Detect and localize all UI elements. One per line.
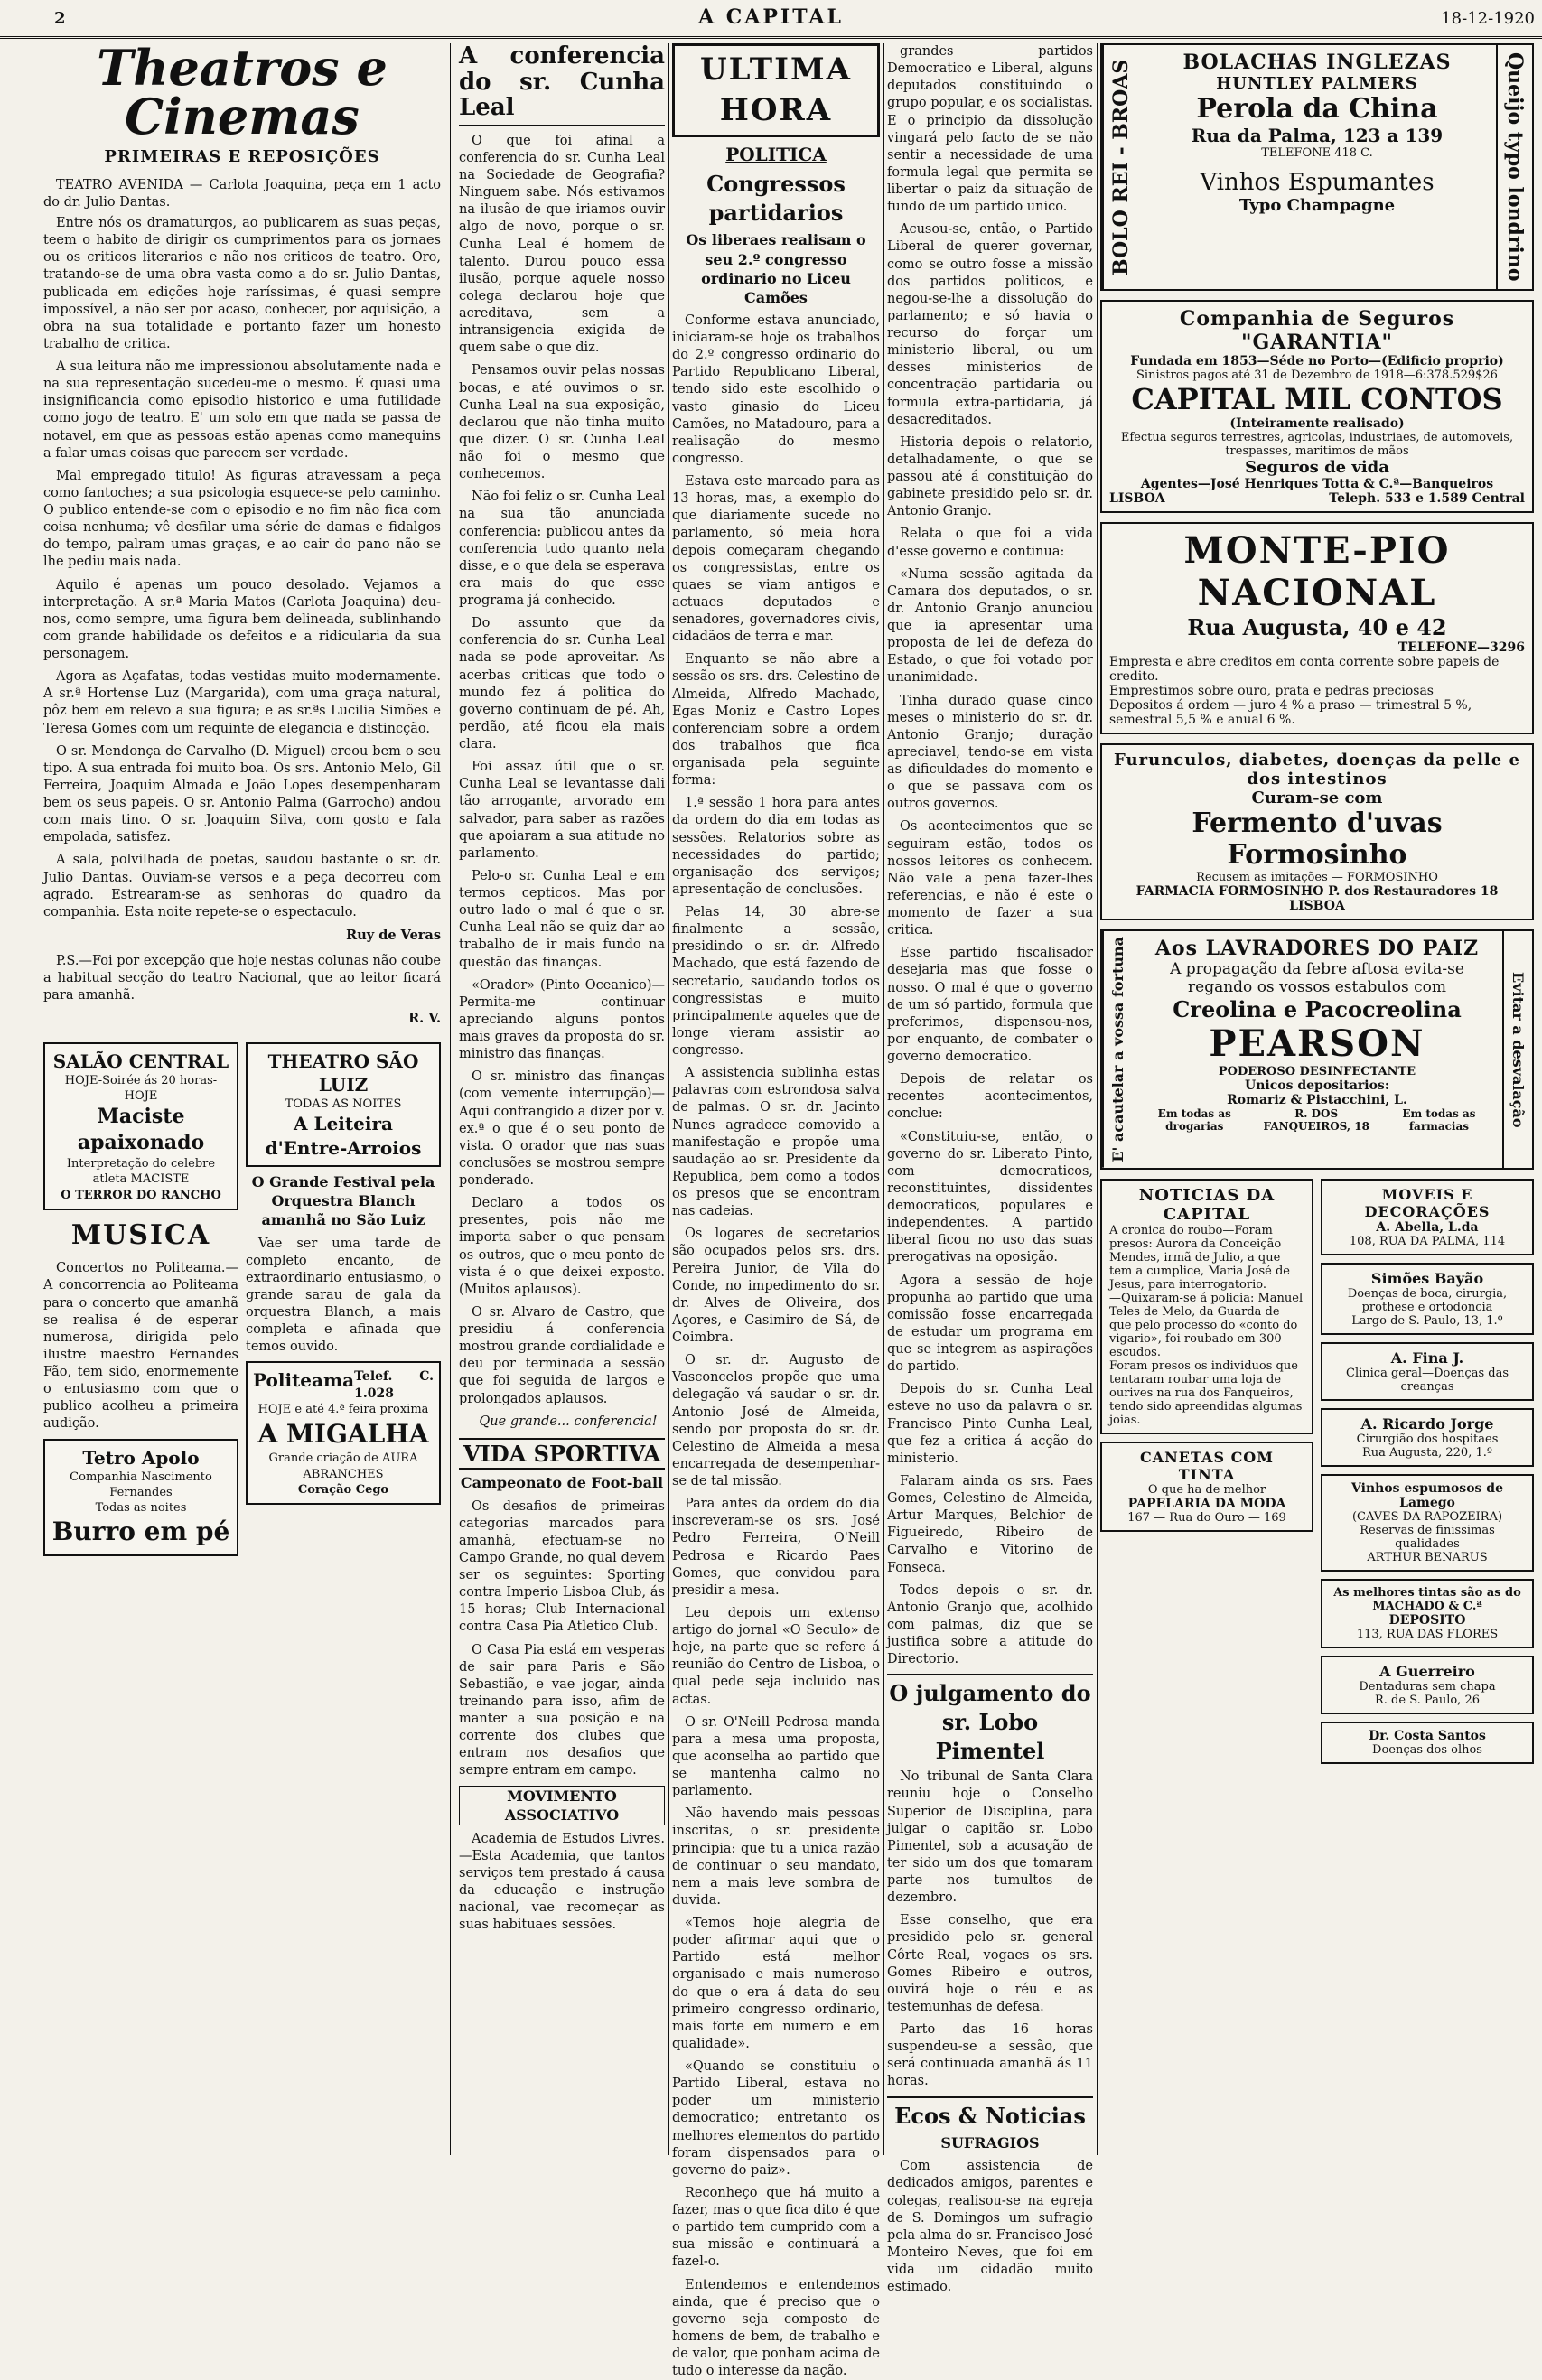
lamego-ad bbox=[1321, 1474, 1534, 1572]
conference-paragraph: Declaro a todos os presentes, pois não me importa saber o que pensam os outros, que o meu ponto de vista é o que deixei exposto. (Muitos aplausos). bbox=[459, 1196, 665, 1297]
congress-paragraph: A assistencia sublinha estas palavras com estrondosa salva de palmas. O sr. dr. Jacinto Nunes agradece comovido a manifestação e propõe uma saudação ao sr. Presidente da Republica, bem como a todos os presos que se encontram nas cadeias. bbox=[672, 1066, 880, 1219]
conference-column bbox=[459, 43, 665, 2155]
congress-paragraph: Falaram ainda os srs. Paes Gomes, Celestino de Almeida, Artur Marques, Belchior de Figueiredo, Ribeiro de Carvalho e Vitorino de Fonseca. bbox=[887, 1473, 1093, 1575]
simoes-sub: Doenças de boca, cirurgia, prothese e ortodoncia bbox=[1347, 1286, 1508, 1314]
theatre-column bbox=[43, 39, 441, 2155]
costa-sub: Doenças dos olhos bbox=[1372, 1742, 1482, 1757]
conference-paragraph: Não foi feliz o sr. Cunha Leal na sua tão anunciada conferencia: publicou antes da conferencia tudo quanto nela disse, e o que dela se esperava era mais do que esse programa já conhecido. bbox=[459, 490, 665, 609]
garantia-capital: CAPITAL MIL CONTOS bbox=[1131, 382, 1503, 416]
fermento-city: LISBOA bbox=[1289, 899, 1345, 913]
review-paragraph: Aquilo é apenas um pouco desolado. Vejamos a interpretação. A sr.ª Maria Matos (Carlota Joaquina) deu-nos, como sempre, uma figura bem delineada, sublinhando com grande habilidade os defeitos e a ridicularia da sua personagem. bbox=[43, 577, 441, 661]
pearson-title: Aos LAVRADORES DO PAIZ bbox=[1154, 937, 1480, 960]
politeama-ad bbox=[246, 1361, 441, 1505]
congress-paragraph: Relata o que foi a vida d'esse governo e continua: bbox=[887, 527, 1093, 559]
ricardo-address: Rua Augusta, 220, 1.º bbox=[1361, 1445, 1492, 1460]
bolachas-line2: HUNTLEY PALMERS bbox=[1216, 74, 1418, 93]
politeama-title: Politeama bbox=[253, 1369, 355, 1392]
advertisement-column bbox=[1100, 43, 1534, 2155]
guerreiro-address: R. de S. Paulo, 26 bbox=[1375, 1693, 1480, 1707]
congress-paragraph: grandes partidos Democratico e Liberal, alguns deputados constituindo o grupo popular, e os socialistas. E o principio da dissolução vingará pelo facto de se não sentir a necessidade de uma formula legal que permita se libertar o paiz da situação de fundo de um partido unico. bbox=[887, 44, 1093, 215]
congress-paragraph: Acusou-se, então, o Partido Liberal de querer governar, como se outro fosse a missão dos partidos politicos, e negou-se-lhe a dissolução do parlamento; e só havia o recurso do forçar um ministerio liberal, ou um desses ministerios de concentração partidaria ou formula extra-partidaria, já desacreditados. bbox=[887, 222, 1093, 427]
costa-ad bbox=[1321, 1722, 1534, 1764]
bolachas-ad bbox=[1100, 43, 1534, 291]
apolo-subtitle: Companhia Nascimento Fernandes bbox=[70, 1470, 212, 1500]
noticias-box bbox=[1100, 1179, 1313, 1434]
pearson-desc: PODEROSO DESINFECTANTE bbox=[1218, 1065, 1416, 1078]
congress-paragraph: O sr. dr. Augusto de Vasconcelos propõe que uma delegação vá saudar o sr. dr. Antonio José de Almeida, sendo por proposta do sr. dr. Celestino de Almeida a mesa encarregada de desempenhar-se de tal missão. bbox=[672, 1353, 880, 1489]
congress-paragraph: Esse partido fiscalisador desejaria mas que fosse o nosso. O mal é que o governo de um só partido, formula que preferimos, dispensou-nos, por enquanto, de combater o governo democratico. bbox=[887, 946, 1093, 1064]
congress-paragraph: Os logares de secretarios são ocupados pelos srs. drs. Pereira Junior, de Vila do Conde, no impedimento do sr. dr. Alves de Oliveira, dos Açores, e Casimiro de Sá, de Coimbra. bbox=[672, 1227, 880, 1346]
sport-section-title: VIDA SPORTIVA bbox=[459, 1438, 665, 1470]
congress-paragraph: Depois de relatar os recentes acontecimentos, conclue: bbox=[887, 1072, 1093, 1122]
lamego-agent: ARTHUR BENARUS bbox=[1367, 1550, 1488, 1564]
news-section-title: Ecos & Noticias bbox=[887, 2096, 1093, 2131]
sao-luiz-show: A Leiteira d'Entre-Arroios bbox=[265, 1113, 422, 1159]
montepio-text: Depositos á ordem — juro 4 % a praso — trimestral 5 %, semestral 5,5 % e anual 6 %. bbox=[1109, 698, 1472, 727]
bolachas-line1: BOLACHAS INGLEZAS bbox=[1182, 51, 1452, 74]
pearson-side-left: E' acautelar a vossa fortuna bbox=[1102, 931, 1132, 1168]
fermento-name: Fermento d'uvas Formosinho bbox=[1192, 807, 1443, 871]
fina-title: A. Fina J. bbox=[1390, 1349, 1464, 1367]
canetas-ad bbox=[1100, 1442, 1313, 1532]
fina-sub: Clinica geral—Doenças das creanças bbox=[1346, 1366, 1509, 1394]
politics-continued-column bbox=[887, 43, 1093, 2295]
conference-headline: A conferencia do sr. Cunha Leal bbox=[459, 43, 665, 126]
congress-paragraph: O sr. O'Neill Pedrosa manda para a mesa uma proposta, que aconselha ao partido que se mantenha calmo no parlamento. bbox=[672, 1714, 880, 1799]
festival-title: O Grande Festival pela Orquestra Blanch amanhã no São Luiz bbox=[251, 1173, 435, 1229]
music-paragraph: Concertos no Politeama.—A concorrencia ao Politeama para o concerto que amanhã se realisa é de esperar numerosa, dirigida pelo ilustre maestro Fernandes Fão, tem sido, enormemente o entusiasmo com que o publico acolheu a primeira audição. bbox=[43, 1261, 238, 1432]
politeama-subtitle: HOJE e até 4.ª feira proxima bbox=[257, 1403, 429, 1417]
ricardo-ad bbox=[1321, 1408, 1534, 1467]
garantia-realised: (Inteiramente realisado) bbox=[1229, 416, 1405, 431]
sao-luiz-title: THEATRO SÃO LUIZ bbox=[267, 1050, 419, 1096]
simoes-address: Largo de S. Paulo, 13, 1.º bbox=[1351, 1313, 1503, 1328]
trial-paragraph: Esse conselho, que era presidido pelo sr. general Côrte Real, vogaes os srs. Gomes Ribeiro e outros, ouvirá hoje o réu e as testemunhas de defesa. bbox=[887, 1913, 1093, 2014]
salao-central-title: SALÃO CENTRAL bbox=[52, 1050, 229, 1072]
column-rule bbox=[668, 43, 669, 2155]
congress-paragraph: Historia depois o relatorio, detalhadamente, o que se passou até á constituição do gabinete presidido pelo sr. dr. Antonio Granjo. bbox=[887, 434, 1093, 519]
congress-paragraph: Para antes da ordem do dia inscreveram-se os srs. José Pedro Ferreira, O'Neill Pedrosa e Ricardo Paes Gomes, que convidou para presidir a mesa. bbox=[672, 1497, 880, 1598]
politics-column bbox=[672, 43, 880, 2379]
apolo-title: Tetro Apolo bbox=[82, 1446, 200, 1469]
conference-paragraph: O sr. Alvaro de Castro, que presidiu á conferencia mostrou grande cordialidade e deu por terminada a sessão que foi seguida de largos e prolongados aplausos. bbox=[459, 1304, 665, 1406]
music-section-title: MUSICA bbox=[70, 1218, 211, 1251]
conference-paragraph: Pelo-o sr. Cunha Leal e em termos cepticos. Mas por outro lado o mal é que o sr. Cunha Leal não se quiz dar ao trabalho de ir mais fundo na questão das finanças. bbox=[459, 868, 665, 970]
conference-paragraph: O sr. ministro das finanças (com vemente interrupção)—Aqui confrangido a dizer por v. ex.ª o que é o seu ponto de vista. O orador que nas suas conclusões se mostrou sempre ponderado. bbox=[459, 1069, 665, 1189]
pearson-name: PEARSON bbox=[1209, 1022, 1425, 1065]
simoes-ad bbox=[1321, 1263, 1534, 1335]
congress-paragraph: 1.ª sessão 1 hora para antes da ordem do dia em todas as sessões. Relatorios sobre as necessidades do partido; organisação dos serviços; apresentação de conclusões. bbox=[672, 796, 880, 897]
guerreiro-sub: Dentaduras sem chapa bbox=[1359, 1679, 1496, 1694]
bolachas-wine-sub: Typo Champagne bbox=[1238, 196, 1396, 215]
congress-paragraph: Leu depois um extenso artigo do jornal «O Seculo» de hoje, na parte que se refere á reunião do Centro de Lisboa, o qual pede seja incluido nas actas. bbox=[672, 1605, 880, 1707]
politeama-cast: Grande criação de AURA ABRANCHES bbox=[268, 1451, 418, 1481]
simoes-title: Simões Bayão bbox=[1370, 1269, 1484, 1287]
politeama-phone: Telef. C. 1.028 bbox=[354, 1369, 434, 1401]
moveis-title: MOVEIS E DECORAÇÕES bbox=[1364, 1185, 1491, 1220]
pearson-ad bbox=[1100, 929, 1534, 1170]
salao-central-subtitle: HOJE-Soirée ás 20 horas-HOJE bbox=[64, 1073, 218, 1104]
column-rule bbox=[450, 43, 451, 2155]
montepio-ad bbox=[1100, 522, 1534, 734]
conference-paragraph: Do assunto que da conferencia do sr. Cunha Leal nada se pode aproveitar. As acerbas criticas que todo o mundo fez á politica do governo continuam de pé. Ah, perdão, até ficou ela mais clara. bbox=[459, 616, 665, 752]
costa-title: Dr. Costa Santos bbox=[1369, 1728, 1486, 1743]
fermento-line1: Furunculos, diabetes, doenças da pelle e dos intestinos bbox=[1114, 751, 1520, 789]
noticias-paragraph: Foram presos os individuos que tentaram roubar uma loja de ourives na rua dos Fanqueiros, tendo sido apreendidas algumas joias. bbox=[1109, 1358, 1303, 1427]
review-paragraph: Entre nós os dramaturgos, ao publicarem as suas peças, teem o habito de dirigir os cumprimentos para os jornaes ou os criticos literarios e não nos criticos de teatro. Oro, tratando-se de uma obra vasta como a do sr. Julio Dantas, publicada em edições hoje raríssimas, é quasi sempre impossível, a não ser por acaso, conhecer, por aquisição, a obra na sua totalidade e portanto fazer um honesto trabalho de critica. bbox=[43, 216, 441, 351]
moveis-ad bbox=[1321, 1179, 1534, 1255]
garantia-cover: Efectua seguros terrestres, agricolas, industriaes, de automoveis, trespasses, maritimos de mãos bbox=[1120, 431, 1514, 458]
pearson-side-right: Evitar a desvalação bbox=[1502, 931, 1532, 1168]
news-paragraph: Com assistencia de dedicados amigos, parentes e colegas, realisou-se na egreja de S. Domingos um sufragio pela alma do sr. Francisco José Monteiro Neves, que foi em vida um cidadão muito estimado. bbox=[887, 2159, 1093, 2295]
review-postscript: P.S.—Foi por excepção que hoje nestas colunas não coube a habitual secção do teatro Nacional, que ao leitor ficará para amanhã. bbox=[43, 954, 441, 1003]
conference-ending: Que grande... conferencia! bbox=[479, 1414, 658, 1429]
fermento-pharmacy: FARMACIA FORMOSINHO P. dos Restauradores 18 bbox=[1135, 884, 1499, 899]
theatre-section-subtitle: PRIMEIRAS E REPOSIÇÕES bbox=[104, 147, 380, 166]
noticias-paragraph: A cronica do roubo—Foram presos: Aurora da Conceição Mendes, irmã de Julio, a que tem a cumplice, Maria José de Jesus, para interrogatorio. bbox=[1109, 1223, 1290, 1292]
page-number: 2 bbox=[54, 9, 66, 28]
review-paragraph: O sr. Mendonça de Carvalho (D. Miguel) creou bem o seu tipo. A sua entrada foi muito boa. Os srs. Antonio Melo, Gil Ferreira, Joaquim Almada e João Lopes desempenharam bem os seus papeis. O sr. Antonio Palma (Garrocho) andou com mais tino. O sr. Joaquim Silva, com gosto e fala empolada, satisfez. bbox=[43, 743, 441, 845]
garantia-city: LISBOA bbox=[1109, 491, 1165, 506]
montepio-phone: TELEFONE—3296 bbox=[1397, 640, 1525, 655]
ricardo-sub: Cirurgião dos hospitaes bbox=[1356, 1432, 1499, 1446]
noticias-title: NOTICIAS DA CAPITAL bbox=[1138, 1185, 1276, 1224]
conference-paragraph: Pensamos ouvir pelas nossas bocas, e até ouvimos o sr. Cunha Leal na sua exposição, declarou que não tinha muito que dizer. O sr. Cunha Leal não foi o mesmo que conhecemos. bbox=[459, 363, 665, 482]
congress-paragraph: Reconheço que há muito a fazer, mas o que fica dito é que o partido tem cumprido com a sua missão e continuará a fazel-o. bbox=[672, 2185, 880, 2270]
noticias-paragraph: —Quixaram-se á policia: Manuel Teles de Melo, da Guarda de que pelo processo do «conto do vigario», foi roubado em 300 escudos. bbox=[1109, 1291, 1304, 1359]
sport-subtitle: Campeonato de Foot-ball bbox=[460, 1474, 664, 1492]
ricardo-title: A. Ricardo Jorge bbox=[1360, 1414, 1494, 1433]
apolo-note: Todas as noites bbox=[95, 1501, 187, 1516]
issue-date: 18-12-1920 bbox=[1441, 9, 1535, 28]
congress-paragraph: Tinha durado quase cinco meses o ministerio do sr. dr. Antonio Granjo; duração apreciavel, tendo-se em vista as dificuldades do momento e o que se passava com os outros governos. bbox=[887, 693, 1093, 812]
pearson-line1: A propagação da febre aftosa evita-se regando os vossos estabulos com bbox=[1170, 960, 1464, 996]
salao-central-note: Interpretação do celebre atleta MACISTE bbox=[66, 1157, 216, 1187]
congress-paragraph: Todos depois o sr. dr. Antonio Granjo que, acolhido com palmas, diz que se justifica sobre a atitude do Directorio. bbox=[887, 1582, 1093, 1667]
congress-paragraph: Estava este marcado para as 13 horas, mas, a exemplo do que diariamente sucede no parlamento, só meia hora depois começaram chegando os congressistas, entre os quaes se viam antigos e actuaes deputados e senadores, governadores civis, cidadãos de terra e mar. bbox=[672, 474, 880, 645]
small-ads-grid bbox=[1100, 1179, 1534, 1771]
moveis-name: A. Abella, L.da bbox=[1376, 1219, 1479, 1235]
montepio-text: Emprestimos sobre ouro, prata e pedras preciosas bbox=[1109, 684, 1434, 698]
fermento-line2: Curam-se com bbox=[1251, 789, 1383, 807]
garantia-agents: Agentes—José Henriques Totta & C.ª—Banqueiros bbox=[1140, 477, 1494, 491]
garantia-life: Seguros de vida bbox=[1245, 458, 1389, 477]
pearson-deposit: Unicos depositarios: bbox=[1245, 1078, 1389, 1093]
machado-address: 113, RUA DAS FLORES bbox=[1356, 1627, 1499, 1641]
congress-paragraph: Agora a sessão de hoje propunha ao partido que uma comissão fosse encarregada de estudar um programa em que se integrem as aspirações do partido. bbox=[887, 1273, 1093, 1375]
trial-paragraph: Parto das 16 horas suspendeu-se a sessão, que será continuada amanhã ás 11 horas. bbox=[887, 2022, 1093, 2089]
congress-subhead: Os liberaes realisam o seu 2.º congresso ordinario no Liceu Camões bbox=[686, 231, 866, 306]
column-rule bbox=[1097, 43, 1098, 2155]
pearson-products: Creolina e Pacocreolina bbox=[1173, 996, 1462, 1022]
associative-title: MOVIMENTO ASSOCIATIVO bbox=[459, 1786, 665, 1825]
apolo-show: Burro em pé bbox=[51, 1517, 230, 1547]
garantia-title: Companhia de Seguros "GARANTIA" bbox=[1179, 307, 1455, 354]
congress-paragraph: «Numa sessão agitada da Camara dos deputados, o sr. dr. Antonio Granjo anunciou que ia apresentar uma proposta de lei de defeza do Estado, o que foi votado por unanimidade. bbox=[887, 566, 1093, 686]
politeama-show: A MIGALHA bbox=[257, 1418, 429, 1449]
sport-paragraph: O Casa Pia está em vesperas de sair para Paris e São Sebastião, e vae jogar, ainda treinando para isso, afim de manter a sua posição e na corrente dos clubes que entram nos desafios que sempre entram em campo. bbox=[459, 1642, 665, 1778]
canetas-title: CANETAS COM TINTA bbox=[1140, 1448, 1274, 1483]
conference-paragraph: Foi assaz útil que o sr. Cunha Leal se levantasse dali tão arrogante, arvorado em salvador, para saber as razões que apoiaram a sua atitude no parlamento. bbox=[459, 760, 665, 861]
bolachas-phone: TELEFONE 418 C. bbox=[1261, 146, 1373, 160]
review-paragraph: A sua leitura não me impressionou absolutamente nada e na sua representação sucedeu-me o mesmo. É quasi uma insignificancia como episodio historico e uma futilidade como jogo de teatro. E' um solo em que nada se passa de notavel, em que as pessoas estão apenas como manequins a falar umas coisas que parecem ser verdade. bbox=[43, 359, 441, 461]
trial-paragraph: No tribunal de Santa Clara reuniu hoje o Conselho Superior de Disciplina, para julgar o capitão sr. Lobo Pimentel, sob a acusação de ter sido um dos que tomaram parte nos tumultos de dezembro. bbox=[887, 1769, 1093, 1906]
trial-headline: O julgamento do sr. Lobo Pimentel bbox=[887, 1674, 1093, 1765]
congress-paragraph: Pelas 14, 30 abre-se finalmente a sessão, presidindo o sr. dr. Alfredo Machado, que está fazendo de secretario, saudando todos os congressistas e muito principalmente aqueles que de longe vieram assistir ao congresso. bbox=[672, 905, 880, 1059]
associative-paragraph: Academia de Estudos Livres.—Esta Academia, que tantos serviços tem prestado á causa da educação e instrução nacional, vae recomeçar as suas habituaes sessões. bbox=[459, 1831, 665, 1933]
guerreiro-ad bbox=[1321, 1656, 1534, 1714]
salao-central-extra: O TERROR DO RANCHO bbox=[61, 1188, 221, 1202]
review-paragraph: Agora as Açafatas, todas vestidas muito modernamente. A sr.ª Hortense Luz (Margarida), com uma graça natural, pôz bem em relevo a sua figura; e as sr.ªs Lucilia Simões e Teresa Gomes com um requinte de elegancia e distincção. bbox=[43, 669, 441, 736]
montepio-address: Rua Augusta, 40 e 42 bbox=[1187, 614, 1447, 640]
review-lead: TEATRO AVENIDA — Carlota Joaquina, peça em 1 acto do dr. Julio Dantas. bbox=[43, 177, 441, 210]
fermento-small: Recusem as imitações — FORMOSINHO bbox=[1196, 871, 1438, 884]
garantia-paid: Sinistros pagos até 31 de Dezembro de 1918—6:378.529$26 bbox=[1136, 369, 1498, 382]
montepio-text: Empresta e abre creditos em conta corrente sobre papeis de credito. bbox=[1109, 655, 1500, 684]
conference-paragraph: O que foi afinal a conferencia do sr. Cunha Leal na Sociedade de Geografia? Ninguem sabe. Nós estivamos na ilusão de que iriamos ouvir algo de novo, porque o sr. Cunha Leal é homem de talento. Durou pouco essa ilusão, porque aquele nosso colega declarou hoje que acreditava, sem a intransigencia exigida de quem sabe o que diz. bbox=[459, 133, 665, 356]
page-header bbox=[0, 0, 1542, 39]
garantia-founded: Fundada em 1853—Séde no Porto—(Edificio proprio) bbox=[1130, 354, 1504, 369]
fermento-ad bbox=[1100, 743, 1534, 920]
congress-paragraph: «Constituiu-se, então, o governo do sr. Liberato Pinto, com democraticos, reconstituintes, dissidentes democraticos, populares e independentes. A partido liberal ficou no uso das suas prerogativas na oposição. bbox=[887, 1129, 1093, 1265]
theatre-ads bbox=[43, 1037, 441, 1563]
congress-paragraph: «Quando se constituiu o Partido Liberal, estava no poder um ministerio democratico; entretanto os melhores elementos do partido foram dispensados para o governo do paiz». bbox=[672, 2059, 880, 2178]
congress-paragraph: Os acontecimentos que se seguiram estão, todos os nossos leitores os conhecem. Não vale a pena fazer-lhes referencias, e não é este o momento de fazer a sua critica. bbox=[887, 819, 1093, 938]
salao-central-ad bbox=[43, 1042, 238, 1210]
pearson-address: R. DOS FANQUEIROS, 18 bbox=[1263, 1107, 1369, 1133]
canetas-address: 167 — Rua do Ouro — 169 bbox=[1127, 1510, 1286, 1525]
bolachas-shop-name: Perola da China bbox=[1196, 93, 1438, 125]
bolachas-address: Rua da Palma, 123 a 139 bbox=[1191, 125, 1444, 146]
news-section-subtitle: SUFRAGIOS bbox=[940, 2134, 1040, 2152]
ultima-hora-banner: ULTIMA HORA bbox=[672, 43, 880, 137]
garantia-phone: Teleph. 533 e 1.589 Central bbox=[1329, 491, 1525, 506]
bolachas-side-right: Queijo typo londrino bbox=[1496, 45, 1532, 289]
theatre-section-title: Theatros e Cinemas bbox=[97, 39, 388, 145]
lamego-title: Vinhos espumosos de Lamego bbox=[1351, 1480, 1503, 1510]
congress-paragraph: Entendemos e entendemos ainda, que é preciso que o governo seja composto de homens de bem, de trabalho e de valor, que ponham acima de tudo o interesse da nação. bbox=[672, 2277, 880, 2379]
congress-paragraph: Não havendo mais pessoas inscritas, o sr. presidente principia: que tu a unica razão de continuar o seu mandato, nem a mais leve sombra de duvida. bbox=[672, 1806, 880, 1908]
canetas-shop: PAPELARIA DA MODA bbox=[1127, 1496, 1286, 1511]
fina-ad bbox=[1321, 1342, 1534, 1401]
review-signature: Ruy de Veras bbox=[346, 927, 441, 943]
machado-ad bbox=[1321, 1579, 1534, 1648]
salao-central-film: Maciste apaixonado bbox=[77, 1105, 205, 1155]
garantia-ad bbox=[1100, 300, 1534, 513]
pearson-left-badge: Em todas as drogarias bbox=[1157, 1107, 1231, 1133]
lamego-note: Reservas de finissimas qualidades bbox=[1360, 1523, 1495, 1551]
review-paragraph: Mal empregado titulo! As figuras atravessam a peça como fantoches; a sua psicologia esquece-se pelo caminho. O publico entende-se com o episodio e no fim não fica com coisa nenhuma; vê desfilar uma série de damas e fidalgos do tempo, palram umas graças, e ao cair do pano não se lhe pediu mais nada. bbox=[43, 468, 441, 570]
canetas-sub: O que ha de melhor bbox=[1147, 1482, 1266, 1497]
machado-deposit: DEPOSITO bbox=[1388, 1612, 1466, 1628]
bolachas-wine: Vinhos Espumantes bbox=[1200, 169, 1435, 196]
bolachas-side-left: BOLO REI - BROAS bbox=[1102, 45, 1138, 289]
congress-paragraph: Enquanto se não abre a sessão os srs. drs. Celestino de Almeida, Alfredo Machado, Egas Moniz e Castro Lopes conferenciam sobre a ordem dos trabalhos que fica organisada pela seguinte forma: bbox=[672, 652, 880, 789]
apolo-ad bbox=[43, 1439, 238, 1557]
sao-luiz-ad bbox=[246, 1042, 441, 1168]
festival-paragraph: Vae ser uma tarde de completo encanto, de extraordinario entusiasmo, o grande sarau de gala da orquestra Blanch, a mais completa e afinada que temos ouvido. bbox=[246, 1236, 441, 1355]
pearson-right-badge: Em todas as farmacias bbox=[1402, 1107, 1476, 1133]
review-paragraph: A sala, polvilhada de poetas, saudou bastante o sr. dr. Julio Dantas. Ouviam-se versos e a peça decorreu com agrado. Estrearam-se as senhoras do quadro da companhia. Esta noite repete-se o espectaculo. bbox=[43, 853, 441, 919]
column-rule bbox=[883, 43, 884, 2155]
masthead: A CAPITAL bbox=[698, 5, 844, 29]
montepio-title: MONTE-PIO NACIONAL bbox=[1183, 529, 1451, 614]
congress-paragraph: «Temos hoje alegria de poder afirmar aqui que o Partido está melhor organisado e mais numeroso do que o era á data do seu primeiro congresso ordinario, mais forte em numero e em qualidade». bbox=[672, 1916, 880, 2051]
conference-paragraph: «Orador» (Pinto Oceanico)—Permita-me continuar apreciando alguns pontos mais graves da proposta do sr. ministro das finanças. bbox=[459, 977, 665, 1062]
pearson-company: Romariz & Pistacchini, L. bbox=[1227, 1093, 1407, 1107]
guerreiro-title: A Guerreiro bbox=[1379, 1662, 1475, 1680]
politics-section: POLITICA bbox=[725, 143, 827, 165]
lamego-sub: (CAVES DA RAPOZEIRA) bbox=[1351, 1509, 1503, 1524]
congress-headline: Congressos partidarios bbox=[706, 171, 846, 226]
politeama-next: Coração Cego bbox=[297, 1482, 389, 1497]
sao-luiz-subtitle: TODAS AS NOITES bbox=[285, 1097, 402, 1112]
postscript-signature: R. V. bbox=[408, 1011, 441, 1027]
machado-title: As melhores tintas são as do MACHADO & C.ª bbox=[1333, 1585, 1521, 1613]
congress-paragraph: Depois do sr. Cunha Leal esteve no uso da palavra o sr. Francisco Pinto Cunha Leal, que fez a critica á acção do ministerio. bbox=[887, 1382, 1093, 1466]
congress-paragraph: Conforme estava anunciado, iniciaram-se hoje os trabalhos do 2.º congresso ordinario do Partido Republicano Liberal, tendo sido este escolhido o vasto ginasio do Liceu Camões, no Matadouro, para a realisação do mesmo congresso. bbox=[672, 313, 880, 466]
sport-paragraph: Os desafios de primeiras categorias marcados para amanhã, efectuam-se no Campo Grande, no qual devem ser os seguintes: Sporting contra Imperio Lisboa Club, ás 15 horas; Club Internacional contra Casa Pia Atletico Club. bbox=[459, 1498, 665, 1635]
moveis-address: 108, RUA DA PALMA, 114 bbox=[1349, 1234, 1506, 1248]
